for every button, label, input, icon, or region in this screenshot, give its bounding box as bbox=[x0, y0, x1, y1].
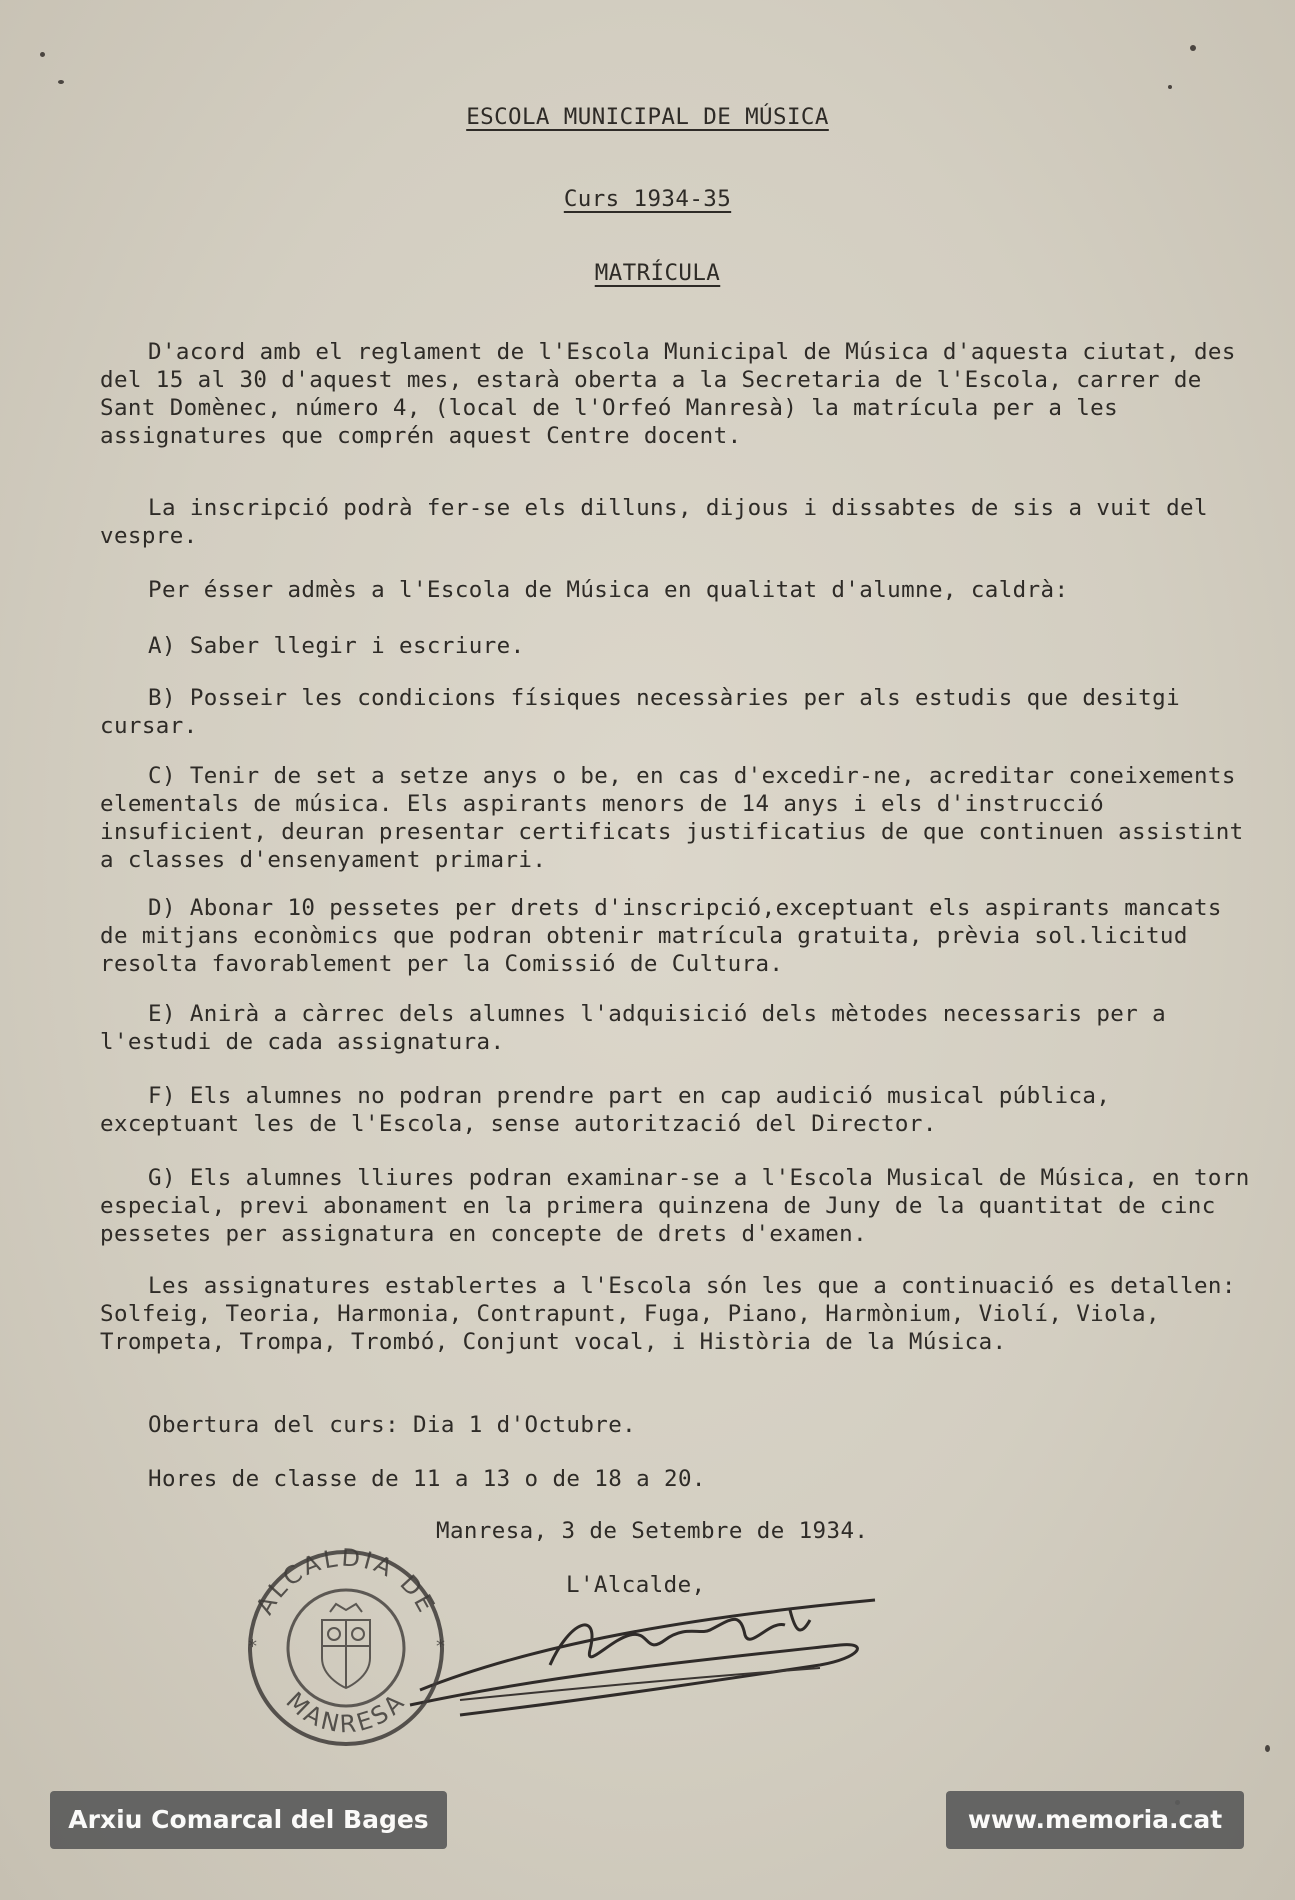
requirement-a: A) Saber llegir i escriure. bbox=[148, 633, 525, 659]
svg-text:*: * bbox=[248, 1636, 257, 1657]
coat-of-arms-icon bbox=[322, 1604, 370, 1688]
paper-speck bbox=[1168, 85, 1172, 89]
website-watermark: www.memoria.cat bbox=[946, 1791, 1244, 1849]
section-heading: MATRÍCULA bbox=[594, 260, 721, 286]
class-hours: Hores de classe de 11 a 13 o de 18 a 20. bbox=[148, 1466, 706, 1492]
requirements-intro: Per ésser admès a l'Escola de Música en qualitat d'alumne, caldrà: bbox=[148, 577, 1069, 603]
requirement-e: E) Anirà a càrrec dels alumnes l'adquisició dels mètodes necessaris per a l'estudi de cada assignatura. bbox=[100, 1001, 1167, 1055]
opening-date: Obertura del curs: Dia 1 d'Octubre. bbox=[148, 1412, 637, 1438]
schedule-paragraph: La inscripció podrà fer-se els dilluns, dijous i dissabtes de sis a vuit del vespre. bbox=[100, 495, 1208, 549]
paper-speck bbox=[58, 80, 64, 84]
intro-paragraph: D'acord amb el reglament de l'Escola Municipal de Música d'aquesta ciutat, des del 15 al 30 d'aquest mes, estarà oberta a la Secretaria de l'Escola, carrer de Sant Domènec, número 4, (local de l'Orfeó Manresà) la matrícula per a les assignatures que comprén aquest Centre docent. bbox=[100, 339, 1236, 449]
requirement-b: B) Posseir les condicions físiques necessàries per als estudis que desitgi cursar. bbox=[100, 685, 1181, 739]
paper-speck bbox=[1190, 45, 1196, 51]
paper-speck bbox=[1265, 1745, 1270, 1752]
paper-speck bbox=[40, 52, 45, 57]
stamp-bottom-text: MANRESA bbox=[280, 1686, 412, 1739]
date-line: Manresa, 3 de Setembre de 1934. bbox=[436, 1518, 869, 1544]
requirement-f: F) Els alumnes no podran prendre part en cap audició musical pública, exceptuant les de l'Escola, sense autorització del Director. bbox=[100, 1083, 1111, 1137]
svg-text:ALCALDIA DE bbox=[251, 1548, 442, 1619]
archive-watermark: Arxiu Comarcal del Bages bbox=[50, 1791, 447, 1849]
signature-scribble bbox=[400, 1580, 900, 1730]
signatory-label: L'Alcalde, bbox=[566, 1572, 706, 1598]
alcaldia-stamp bbox=[222, 1548, 470, 1748]
requirement-g: G) Els alumnes lliures podran examinar-se a l'Escola Musical de Música, en torn especial, previ abonament en la primera quinzena de Juny de la quantitat de cinc pessetes per assignatura en concepte de drets d'examen. bbox=[100, 1165, 1250, 1247]
course-heading: Curs 1934-35 bbox=[563, 186, 732, 212]
document-title: ESCOLA MUNICIPAL DE MÚSICA bbox=[466, 104, 829, 130]
subjects-paragraph: Les assignatures establertes a l'Escola són les que a continuació es detallen: Solfeig, Teoria, Harmonia, Contrapunt, Fuga, Piano, Harmònium, Violí, Viola, Trompeta, Trompa, Trombó, Conjunt vocal, i Història de la Música. bbox=[100, 1273, 1236, 1355]
stamp-top-text: ALCALDIA DE bbox=[250, 1548, 442, 1620]
requirement-d: D) Abonar 10 pessetes per drets d'inscripció,exceptuant els aspirants mancats de mitjans econòmics que podran obtenir matrícula gratuita, prèvia sol.licitud resolta favorablement per la Comissió de Cultura. bbox=[100, 895, 1222, 977]
requirement-c: C) Tenir de set a setze anys o be, en cas d'excedir-ne, acreditar coneixements elementals de música. Els aspirants menors de 14 anys i els d'instrucció insuficient, deuran presentar certificats justificatius de que continuen assistint a classes d'ensenyament primari. bbox=[100, 763, 1244, 873]
svg-text:*: * bbox=[436, 1636, 445, 1657]
